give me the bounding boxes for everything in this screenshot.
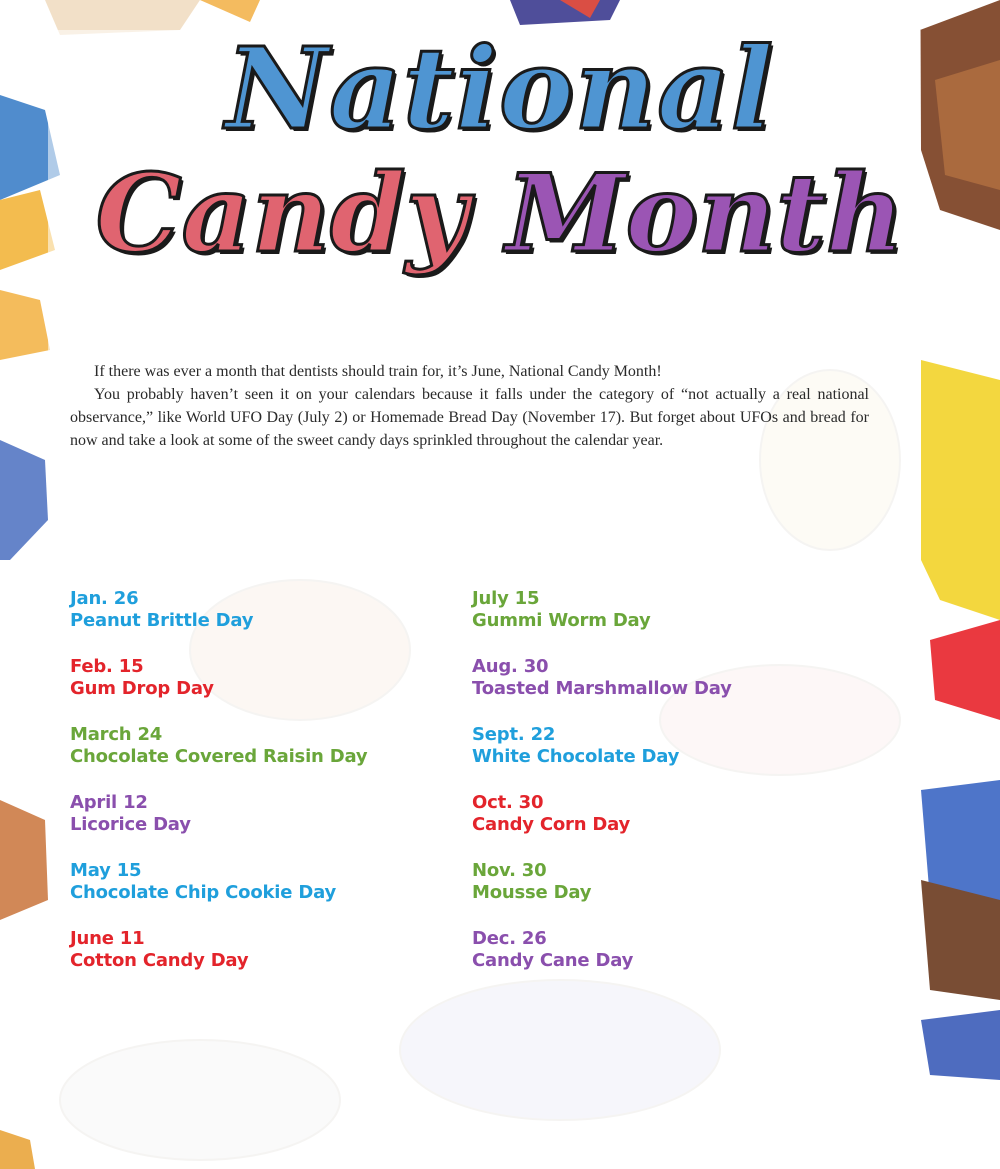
candy-day-date: Nov. 30 [472,860,547,881]
candy-day-date: Aug. 30 [472,656,549,677]
candy-day-date: Feb. 15 [70,656,144,677]
candy-days-left-column [70,588,450,996]
candy-day-date: April 12 [70,792,148,813]
candy-day-entry [70,860,450,928]
candy-day-name: Toasted Marshmallow Day [472,678,732,699]
candy-day-name: Licorice Day [70,814,191,835]
candy-day-name: Peanut Brittle Day [70,610,254,631]
title-candy-month [0,151,1000,277]
candy-day-entry [472,860,852,928]
candy-day-date: Sept. 22 [472,724,556,745]
title-candy: Candy [95,151,469,277]
candy-day-entry [472,928,852,996]
candy-day-name: Gum Drop Day [70,678,214,699]
candy-day-date: June 11 [70,928,145,949]
candy-day-name: Mousse Day [472,882,592,903]
intro-paragraph-1: If there was ever a month that dentists should train for, it’s June, National Candy Month! [94,363,662,380]
candy-day-entry [70,656,450,724]
candy-day-name: White Chocolate Day [472,746,680,767]
candy-day-date: March 24 [70,724,163,745]
candy-day-date: Oct. 30 [472,792,544,813]
intro-text [70,360,869,452]
candy-day-date: May 15 [70,860,142,881]
candy-day-date: Dec. 26 [472,928,547,949]
candy-day-entry [70,792,450,860]
candy-day-entry [472,792,852,860]
candy-day-entry [70,724,450,792]
candy-day-entry [70,928,450,996]
candy-day-name: Cotton Candy Day [70,950,249,971]
candy-day-date: Jan. 26 [70,588,139,609]
candy-day-name: Chocolate Covered Raisin Day [70,746,368,767]
candy-illustration-left [0,290,50,1169]
candy-day-name: Candy Corn Day [472,814,631,835]
candy-day-date: July 15 [472,588,540,609]
candy-day-entry [472,588,852,656]
title-month: Month [505,151,905,277]
candy-day-entry [70,588,450,656]
intro-paragraph-2: You probably haven’t seen it on your calendars because it falls under the category of “not actually a real national observance,” like World UFO Day (July 2) or Homemade Bread Day (November 17). But forget about UFOs and bread for now and take a look at some of the sweet candy days sprinkled throughout the calendar year. [70,386,869,449]
candy-days-right-column [472,588,852,996]
candy-day-name: Gummi Worm Day [472,610,651,631]
candy-day-entry [472,724,852,792]
title-national: National [225,24,775,155]
candy-day-name: Candy Cane Day [472,950,634,971]
candy-day-name: Chocolate Chip Cookie Day [70,882,336,903]
candy-day-entry [472,656,852,724]
